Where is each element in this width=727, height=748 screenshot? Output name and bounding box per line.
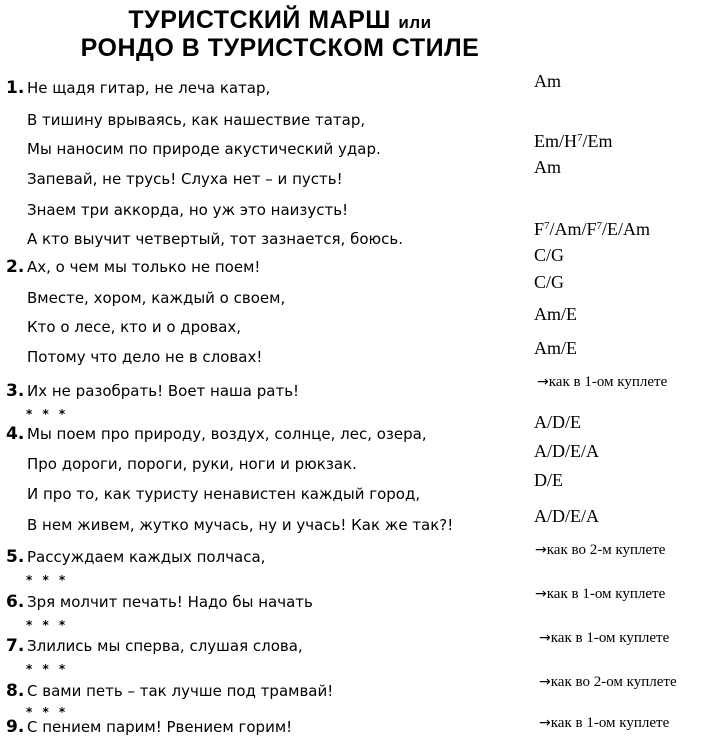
separator-stars: * * * [26, 662, 69, 676]
verse-number: 2. [6, 257, 25, 277]
lyric-text: Рассуждаем каждых полчаса, [27, 548, 266, 566]
lyric-text: Злились мы сперва, слушая слова, [27, 637, 303, 655]
arrow-right-icon: → [539, 630, 551, 646]
lyric-text: Не щадя гитар, не леча катар, [27, 79, 271, 97]
lyric-text: Потому что дело не в словах! [27, 348, 263, 366]
arrow-right-icon: → [535, 542, 547, 558]
chord-c-g: C/G [534, 272, 565, 292]
chord-d-e: D/E [534, 470, 563, 490]
verse-5-line-1 [6, 548, 265, 566]
song-title-line-2: РОНДО В ТУРИСТСКОМ СТИЛЕ [80, 34, 480, 62]
verse-2-line-2 [6, 289, 285, 307]
arrow-right-icon: → [535, 586, 547, 602]
chord-f7-am-f7-e-am: $F^7/Am/F^7/E/Am$ [534, 219, 651, 239]
lyric-text: Вместе, хором, каждый о своем, [27, 289, 286, 307]
verse-number: 1. [6, 78, 25, 98]
song-title-line-1 [0, 6, 560, 35]
lyric-text: С вами петь – так лучше под трамвай! [27, 682, 334, 700]
verse-6-line-1 [6, 593, 313, 611]
separator-stars: * * * [26, 618, 69, 632]
lyric-text: Запевай, не трусь! Слуха нет – и пусть! [27, 170, 343, 188]
lyric-text: Знаем три аккорда, но уж это наизусть! [27, 201, 349, 219]
lyric-text: Кто о лесе, кто и о дровах, [27, 318, 242, 336]
separator-stars: * * * [26, 705, 69, 719]
chord-am: Am [534, 71, 561, 91]
chord-am-e: Am/E [534, 304, 577, 324]
separator-stars: * * * [26, 407, 69, 421]
verse-2-line-1 [6, 258, 260, 276]
verse-1-line-5 [6, 201, 348, 219]
verse-number: 8. [6, 681, 25, 701]
title-main: ТУРИСТСКИЙ МАРШ [128, 6, 391, 34]
lyric-text: В нем живем, жутко мучась, ну и учась! Как же так?! [27, 516, 454, 534]
chord-reference: →как в 1-ом куплете [535, 586, 666, 602]
lyric-text: В тишину врываясь, как нашествие татар, [27, 111, 366, 129]
arrow-right-icon: → [539, 715, 551, 731]
chord-reference: →как в 1-ом куплете [539, 715, 670, 731]
verse-1-line-1 [6, 79, 270, 97]
chord-am: Am [534, 157, 561, 177]
verse-number: 5. [6, 547, 25, 567]
verse-4-line-2 [6, 455, 357, 473]
verse-4-line-1 [6, 425, 427, 443]
chord-am-e: Am/E [534, 338, 577, 358]
verse-1-line-6 [6, 230, 403, 248]
chord-reference: →как во 2-ом куплете [539, 674, 677, 690]
verse-2-line-3 [6, 318, 241, 336]
separator-stars: * * * [26, 573, 69, 587]
verse-4-line-3 [6, 485, 420, 503]
lyric-text: Мы наносим по природе акустический удар. [27, 140, 381, 158]
arrow-right-icon: → [539, 674, 551, 690]
verse-1-line-4 [6, 170, 343, 188]
title-connector: или [398, 13, 432, 32]
verse-1-line-2 [6, 111, 365, 129]
chord-em-h7-em: $Em/H^7/Em$ [534, 131, 613, 151]
lyric-text: А кто выучит четвертый, тот зазнается, боюсь. [27, 230, 403, 248]
lyric-text: С пением парим! Рвением горим! [27, 718, 293, 736]
chord-reference: →как в 1-ом куплете [539, 630, 670, 646]
verse-8-line-1 [6, 682, 333, 700]
lyric-text: И про то, как туристу ненавистен каждый город, [27, 485, 421, 503]
verse-4-line-4 [6, 516, 453, 534]
verse-2-line-4 [6, 348, 262, 366]
verse-9-line-1 [6, 718, 292, 736]
verse-1-line-3 [6, 140, 381, 158]
chord-a-d-e-a: A/D/E/A [534, 441, 599, 461]
lyric-text: Ах, о чем мы только не поем! [27, 258, 261, 276]
verse-7-line-1 [6, 637, 303, 655]
lyric-text: Про дороги, пороги, руки, ноги и рюкзак. [27, 455, 357, 473]
lyric-text: Их не разобрать! Воет наша рать! [27, 382, 300, 400]
verse-number: 9. [6, 717, 25, 737]
lyric-text: Зря молчит печать! Надо бы начать [27, 593, 313, 611]
verse-number: 3. [6, 381, 25, 401]
chord-a-d-e: A/D/E [534, 412, 581, 432]
verse-number: 7. [6, 636, 25, 656]
chord-reference: →как в 1-ом куплете [537, 374, 668, 390]
verse-3-line-1 [6, 382, 299, 400]
chord-reference: →как во 2-м куплете [535, 542, 666, 558]
chord-a-d-e-a: A/D/E/A [534, 506, 599, 526]
arrow-right-icon: → [537, 374, 549, 390]
lyric-text: Мы поем про природу, воздух, солнце, лес, озера, [27, 425, 427, 443]
verse-number: 6. [6, 592, 25, 612]
chord-c-g: C/G [534, 245, 565, 265]
verse-number: 4. [6, 424, 25, 444]
